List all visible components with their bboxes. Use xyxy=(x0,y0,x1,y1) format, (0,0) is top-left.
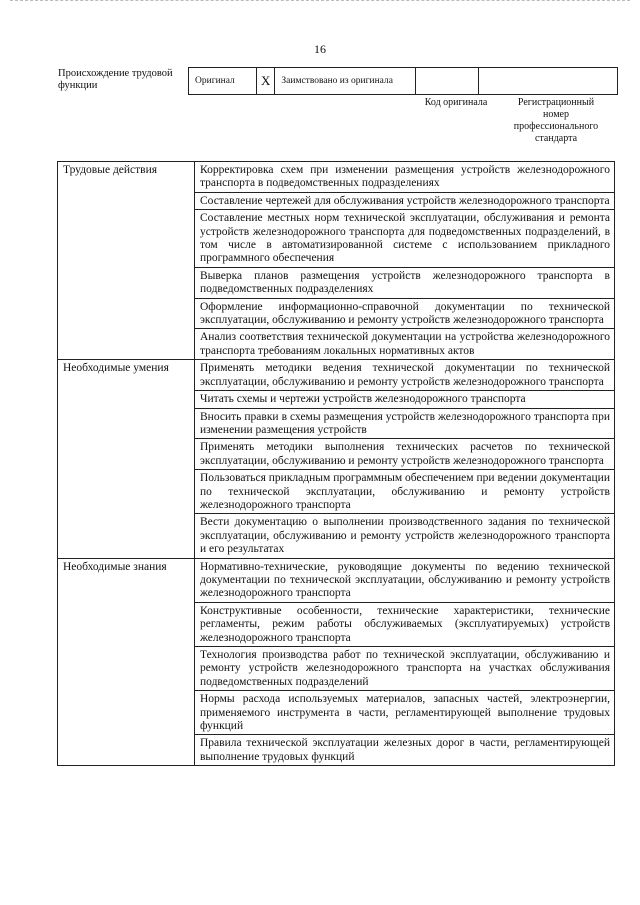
page-number: 16 xyxy=(314,42,326,56)
section-item: Читать схемы и чертежи устройств железнодорожного транспорта xyxy=(195,391,615,408)
section-item: Применять методики ведения технической документации по технической эксплуатации, обслуживанию и ремонту устройств железнодорожного транспорта xyxy=(195,360,615,391)
original-cell: Оригинал xyxy=(189,68,257,95)
section-item: Технология производства работ по технической эксплуатации, обслуживанию и ремонту устройств железнодорожного транспорта на участках обслуживания подведомственных подразделений xyxy=(195,647,615,691)
section-item: Выверка планов размещения устройств железнодорожного транспорта в подведомственных подразделениях xyxy=(195,267,615,298)
origin-table xyxy=(188,67,618,95)
original-mark: X xyxy=(257,68,275,95)
section-item: Составление чертежей для обслуживания устройств железнодорожного транспорта xyxy=(195,192,615,209)
table-row xyxy=(58,162,615,193)
section-item: Составление местных норм технической эксплуатации, обслуживания и ремонта устройств железнодорожного транспорта для подведомственных подразделений, в том числе в автоматизированной системе с использованием прикладного программного обеспечения xyxy=(195,210,615,268)
borrowed-cell: Заимствовано из оригинала xyxy=(275,68,416,95)
section-item: Конструктивные особенности, технические характеристики, технические регламенты, режим работы обслуживаемых (эксплуатируемых) устройств железнодорожного транспорта xyxy=(195,602,615,646)
section-item: Корректировка схем при изменении размещения устройств железнодорожного транспорта в подведомственных подразделениях xyxy=(195,162,615,193)
original-code-cell xyxy=(416,68,479,95)
registration-number-caption: Регистрационный номер профессионального стандарта xyxy=(513,97,599,144)
section-item: Нормы расхода используемых материалов, запасных частей, электроэнергии, применяемого инструмента в части, регламентирующей выполнение трудовых функций xyxy=(195,691,615,735)
section-item: Оформление информационно-справочной документации по технической эксплуатации, обслуживанию и ремонту устройств железнодорожного транспорта xyxy=(195,298,615,329)
section-item: Анализ соответствия технической документации на устройства железнодорожного транспорта требованиям локальных нормативных актов xyxy=(195,329,615,360)
section-item: Вносить правки в схемы размещения устройств железнодорожного транспорта при изменении размещения устройств xyxy=(195,408,615,439)
section-label: Трудовые действия xyxy=(58,162,195,360)
origin-label: Происхождение трудовой функции xyxy=(58,68,173,91)
table-row xyxy=(58,360,615,391)
section-item: Вести документацию о выполнении производственного задания по технической эксплуатации, обслуживанию и ремонту устройств железнодорожного транспорта и его результатах xyxy=(195,514,615,558)
section-label: Необходимые знания xyxy=(58,558,195,766)
table-row xyxy=(58,558,615,602)
original-code-caption: Код оригинала xyxy=(424,97,488,108)
section-item: Применять методики выполнения технических расчетов по технической эксплуатации, обслуживанию и ремонту устройств железнодорожного транспорта xyxy=(195,439,615,470)
section-item: Нормативно-технические, руководящие документы по ведению технической документации по технической эксплуатации, обслуживанию и ремонту устройств железнодорожного транспорта xyxy=(195,558,615,602)
registration-number-cell xyxy=(479,68,618,95)
section-item: Правила технической эксплуатации железных дорог в части, регламентирующей выполнение трудовых функций xyxy=(195,735,615,766)
top-border xyxy=(10,0,630,3)
section-label: Необходимые умения xyxy=(58,360,195,558)
function-description-table xyxy=(57,161,615,766)
section-item: Пользоваться прикладным программным обеспечением при ведении документации по технической эксплуатации, обслуживанию и ремонту устройств железнодорожного транспорта xyxy=(195,470,615,514)
